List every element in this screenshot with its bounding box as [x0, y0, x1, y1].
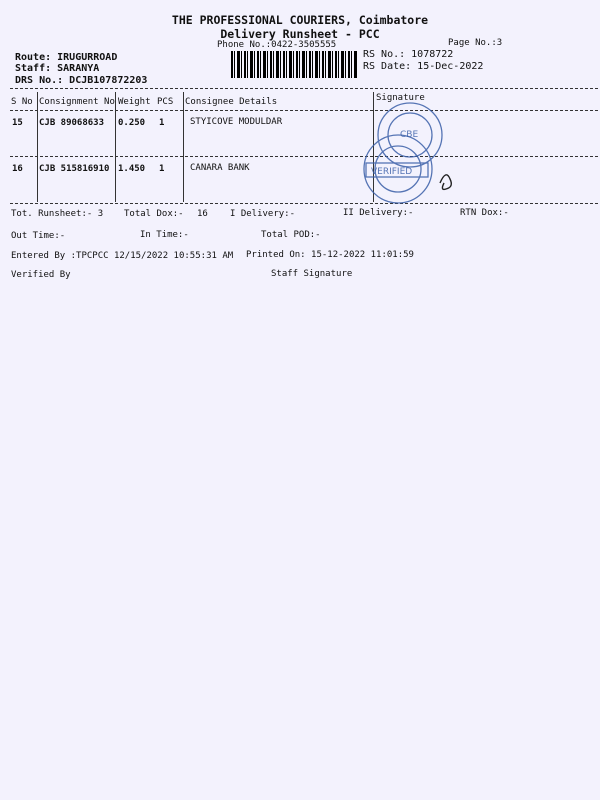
- table-row-sno: 15: [12, 118, 23, 128]
- company-stamp: [340, 95, 470, 210]
- col-header-consignment: Consignment No: [39, 97, 115, 107]
- in-time: In Time:-: [140, 230, 189, 240]
- ii-delivery: II Delivery:-: [343, 208, 414, 218]
- signature-scribble: [440, 175, 451, 190]
- table-row-consignee: CANARA BANK: [190, 163, 250, 173]
- table-row-consignee: STYICOVE MODULDAR: [190, 117, 283, 127]
- staff: Staff: SARANYA: [15, 63, 100, 74]
- col-divider: [115, 92, 116, 202]
- route: Route: IRUGURROAD: [15, 52, 118, 63]
- table-row-weight: 0.250: [118, 118, 146, 128]
- total-dox-label: Total Dox:-: [124, 209, 184, 219]
- page-number: Page No.:3: [448, 38, 503, 48]
- col-header-consignee: Consignee Details: [185, 97, 278, 107]
- table-row-pcs: 1: [159, 164, 165, 174]
- total-pod: Total POD:-: [261, 230, 321, 240]
- rs-date: RS Date: 15-Dec-2022: [363, 61, 484, 72]
- table-top-border: [10, 88, 598, 89]
- table-row-pcs: 1: [159, 118, 165, 128]
- printed-on: Printed On: 15-12-2022 11:01:59: [246, 250, 414, 260]
- header-bottom-border: [10, 110, 598, 111]
- svg-text:CBE: CBE: [400, 130, 419, 140]
- staff-signature: Staff Signature: [271, 269, 353, 279]
- table-row-sno: 16: [12, 164, 23, 174]
- verified-by: Verified By: [11, 270, 71, 280]
- col-divider: [183, 92, 184, 202]
- rtn-dox: RTN Dox:-: [460, 208, 509, 218]
- table-row-consignment: CJB 515816910: [39, 164, 110, 174]
- col-divider: [37, 92, 38, 202]
- out-time: Out Time:-: [11, 231, 66, 241]
- i-delivery: I Delivery:-: [230, 209, 296, 219]
- col-header-signature: Signature: [376, 93, 425, 103]
- col-header-pcs: PCS: [157, 97, 174, 107]
- table-row-consignment: CJB 89068633: [39, 118, 105, 128]
- document-title: Delivery Runsheet - PCC: [220, 27, 380, 41]
- entered-by: Entered By :TPCPCC 12/15/2022 10:55:31 AM: [11, 251, 234, 261]
- drs-number: DRS No.: DCJB107872203: [15, 75, 148, 86]
- table-bottom-border: [10, 203, 598, 204]
- total-dox-value: 16: [197, 209, 208, 219]
- row-divider: [10, 156, 598, 157]
- svg-text:VERIFIED: VERIFIED: [371, 167, 413, 177]
- col-header-sno: S No: [11, 97, 33, 107]
- rs-number: RS No.: 1078722: [363, 49, 454, 60]
- col-header-weight: Weight: [118, 97, 151, 107]
- total-runsheet: Tot. Runsheet:- 3: [11, 209, 104, 219]
- barcode: [231, 51, 357, 78]
- company-name: THE PROFESSIONAL COURIERS, Coimbatore: [171, 13, 429, 27]
- table-row-weight: 1.450: [118, 164, 146, 174]
- phone-number: Phone No.:0422-3505555: [217, 40, 337, 50]
